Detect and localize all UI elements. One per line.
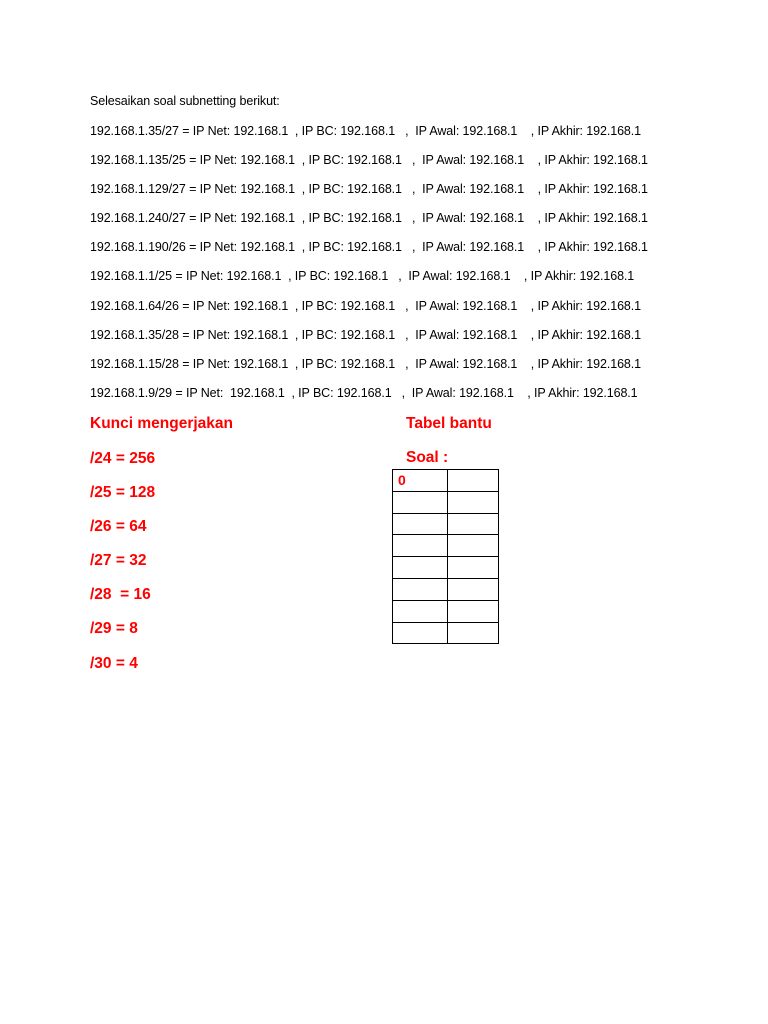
problem-item: 192.168.1.35/27 = IP Net: 192.168.1 , IP BC: 192.168.1 , IP Awal: 192.168.1 , IP Akhir: 192.168.1 [90, 124, 642, 138]
table-cell [448, 470, 499, 492]
problem-item: 192.168.1.240/27 = IP Net: 192.168.1 , IP BC: 192.168.1 , IP Awal: 192.168.1 , IP Akhir: 192.168.1 [90, 211, 648, 226]
table-row [393, 535, 499, 557]
problem-item: 192.168.1.129/27 = IP Net: 192.168.1 , IP BC: 192.168.1 , IP Awal: 192.168.1 , IP Akhir: 192.168.1 [90, 182, 648, 197]
table-cell [448, 491, 499, 513]
key-item: /25 = 128 [90, 484, 156, 502]
instructions-text: Selesaikan soal subnetting berikut: [90, 94, 280, 108]
key-item: /28 = 16 [90, 586, 151, 604]
table-cell [393, 600, 448, 622]
key-item: /29 = 8 [90, 620, 138, 638]
key-item: /27 = 32 [90, 552, 147, 570]
table-cell [448, 600, 499, 622]
helper-table [392, 469, 499, 644]
table-cell [393, 622, 448, 644]
table-cell [393, 578, 448, 600]
key-item: /30 = 4 [90, 654, 138, 672]
problem-item: 192.168.1.15/28 = IP Net: 192.168.1 , IP BC: 192.168.1 , IP Awal: 192.168.1 , IP Akhir: 192.168.1 [90, 356, 642, 371]
problem-item: 192.168.1.1/25 = IP Net: 192.168.1 , IP BC: 192.168.1 , IP Awal: 192.168.1 , IP Akhir: 192.168.1 [90, 269, 635, 284]
table-row [393, 578, 499, 600]
table-cell [448, 535, 499, 557]
table-cell [448, 622, 499, 644]
table-cell [393, 557, 448, 579]
table-cell [448, 557, 499, 579]
table-cell [448, 578, 499, 600]
table-cell [393, 535, 448, 557]
table-row [393, 557, 499, 579]
table-row [393, 622, 499, 644]
key-item: /24 = 256 [90, 450, 156, 467]
soal-label: Soal : [406, 449, 449, 466]
table-cell [448, 513, 499, 535]
key-heading: Kunci mengerjakan [90, 415, 233, 432]
table-row [393, 513, 499, 535]
table-row [393, 491, 499, 513]
table-cell: 0 [393, 470, 448, 492]
table-row [393, 600, 499, 622]
helper-table-heading: Tabel bantu [406, 415, 492, 432]
problem-item: 192.168.1.9/29 = IP Net: 192.168.1 , IP BC: 192.168.1 , IP Awal: 192.168.1 , IP Akhir: 192.168.1 [90, 385, 638, 400]
problem-item: 192.168.1.190/26 = IP Net: 192.168.1 , IP BC: 192.168.1 , IP Awal: 192.168.1 , IP Akhir: 192.168.1 [90, 240, 648, 255]
key-list [90, 449, 155, 688]
problem-item: 192.168.1.135/25 = IP Net: 192.168.1 , IP BC: 192.168.1 , IP Awal: 192.168.1 , IP Akhir: 192.168.1 [90, 153, 648, 168]
problem-item: 192.168.1.35/28 = IP Net: 192.168.1 , IP BC: 192.168.1 , IP Awal: 192.168.1 , IP Akhir: 192.168.1 [90, 327, 642, 342]
table-cell [393, 491, 448, 513]
table-cell [393, 513, 448, 535]
table-row [393, 470, 499, 492]
key-item: /26 = 64 [90, 518, 147, 536]
problem-list [90, 123, 648, 414]
problem-item: 192.168.1.64/26 = IP Net: 192.168.1 , IP BC: 192.168.1 , IP Awal: 192.168.1 , IP Akhir: 192.168.1 [90, 298, 642, 313]
